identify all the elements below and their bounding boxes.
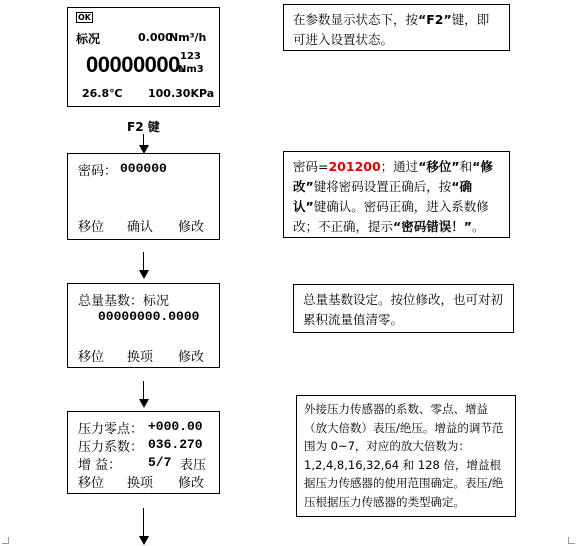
lcd-screen-total-base <box>67 283 220 368</box>
switch-item-button[interactable]: 换项 <box>127 350 154 365</box>
modify-button[interactable]: 修改 <box>178 220 205 235</box>
f2-key-label: F2 键 <box>127 120 160 134</box>
gain-value: 5/7 <box>148 455 172 470</box>
arrow-down-icon <box>139 270 149 279</box>
flow-arrow-line <box>143 381 144 401</box>
total-base-value: 00000000.0000 <box>98 309 200 324</box>
description-enter-settings: 在参数显示状态下，按“F2”键，即可进入设置状态。 <box>283 4 510 51</box>
total-base-label: 总量基数：标况 <box>78 294 170 309</box>
flow-value: 0.000 <box>138 31 173 44</box>
arrow-down-icon <box>139 399 149 408</box>
description-total-base: 总量基数设定。按位修改，也可对初累积流量值清零。 <box>293 284 514 333</box>
flow-arrow-line <box>143 508 144 536</box>
modify-button[interactable]: 修改 <box>178 350 205 365</box>
password-label: 密码： <box>78 164 118 179</box>
lcd-screen-main <box>67 7 220 107</box>
confirm-button[interactable]: 确认 <box>127 220 154 235</box>
password-value: 000000 <box>120 161 167 176</box>
pressure-type-label: 表压 <box>180 458 207 473</box>
page-corner-mark <box>568 537 575 544</box>
total-value: 00000000. <box>86 52 186 77</box>
temperature-value: 26.8℃ <box>82 87 123 100</box>
switch-item-button[interactable]: 换项 <box>127 476 154 491</box>
pressure-coef-label: 压力系数： <box>78 440 144 455</box>
flow-unit: Nm³/h <box>169 31 207 44</box>
total-fraction: 123 <box>180 51 201 62</box>
lcd-screen-pressure <box>67 411 220 494</box>
pressure-value: 100.30KPa <box>148 87 215 100</box>
pressure-zero-label: 压力零点： <box>78 422 144 437</box>
shift-button[interactable]: 移位 <box>78 220 105 235</box>
pressure-coef-value: 036.270 <box>148 437 203 452</box>
description-pressure-sensor: 外接压力传感器的系数、零点、增益（放大倍数）表压/绝压。增益的调节范围为 0~7，对应的放大倍数为：1,2,4,8,16,32,64 和 128 倍，增益根据压力传感器的使用范围确定。表压/绝压根据压力传感器的类型确定。 <box>296 395 516 517</box>
description-password: 密码=201200；通过“移位”和“修改”键将密码设置正确后，按“确认”键确认。密码正确，进入系数修改；不正确，提示“密码错误！”。 <box>283 151 510 238</box>
page-corner-mark <box>2 537 9 544</box>
total-unit: Nm3 <box>178 64 204 75</box>
pressure-zero-value: +000.00 <box>148 419 203 434</box>
shift-button[interactable]: 移位 <box>78 476 105 491</box>
mode-label: 标况 <box>76 32 101 46</box>
gain-label: 增 益： <box>78 458 122 473</box>
flow-arrow-line <box>143 252 144 272</box>
shift-button[interactable]: 移位 <box>78 350 105 365</box>
modify-button[interactable]: 修改 <box>178 476 205 491</box>
ok-icon: OK <box>78 13 91 22</box>
arrow-down-icon <box>139 536 149 545</box>
lcd-screen-password <box>67 153 220 240</box>
